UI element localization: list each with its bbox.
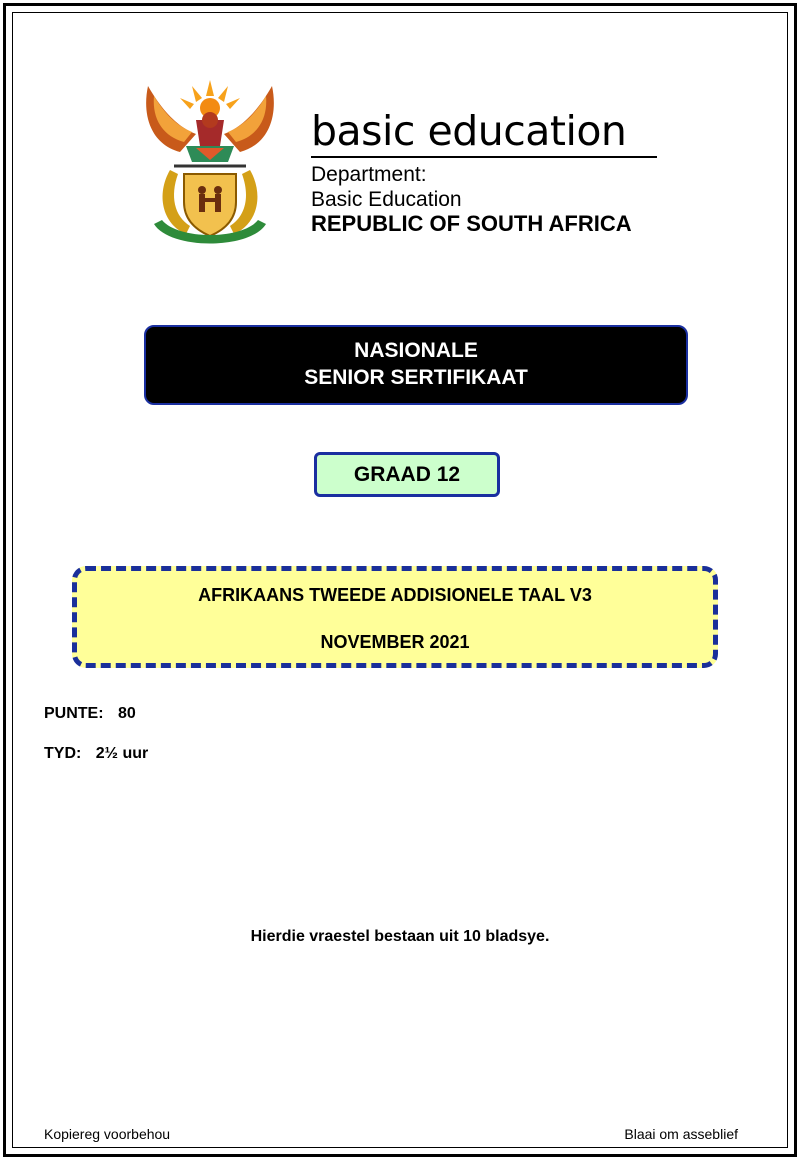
grade-badge: GRAAD 12 <box>314 452 500 497</box>
certificate-line-2: SENIOR SERTIFIKAAT <box>304 366 528 389</box>
brand-title: basic education <box>311 107 627 155</box>
time-value: 2½ uur <box>95 745 149 762</box>
subject-box <box>72 566 718 668</box>
marks-row <box>44 705 136 723</box>
turn-page-footer: Blaai om asseblief <box>624 1126 738 1142</box>
marks-value: 80 <box>118 705 136 722</box>
certificate-line-1: NASIONALE <box>354 339 478 362</box>
subject-title: AFRIKAANS TWEEDE ADDISIONELE TAAL V3 <box>198 585 592 605</box>
page-count-note: Hierdie vraestel bestaan uit 10 bladsye. <box>250 928 550 945</box>
copyright-footer: Kopiereg voorbehou <box>44 1126 171 1142</box>
certificate-banner <box>144 325 688 405</box>
marks-label: PUNTE: <box>44 705 104 722</box>
time-label: TYD: <box>44 745 82 762</box>
time-row <box>44 745 148 763</box>
brand-underline <box>311 156 657 158</box>
department-name: Basic Education <box>311 188 462 211</box>
department-label: Department: <box>311 163 427 186</box>
country-name: REPUBLIC OF SOUTH AFRICA <box>311 211 632 236</box>
coat-of-arms-icon <box>140 74 280 252</box>
exam-date: NOVEMBER 2021 <box>320 632 470 652</box>
